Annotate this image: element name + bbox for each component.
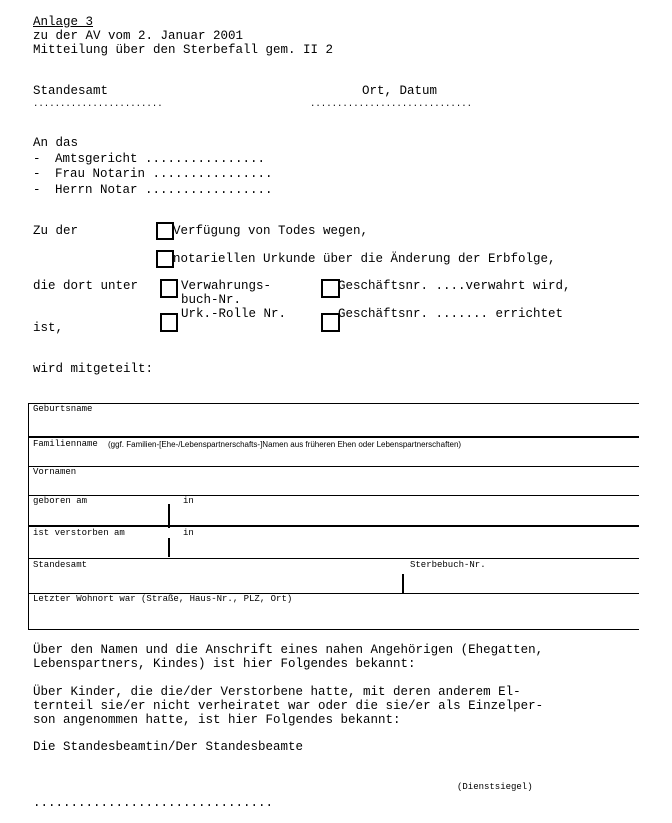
- dort-unter-label: die dort unter: [33, 279, 139, 293]
- notarielle-urkunde-option-label: notariellen Urkunde über die Änderung der Erbfolge,: [173, 252, 556, 266]
- standesamt-divider: [402, 574, 404, 594]
- verfuegung-checkbox[interactable]: [156, 222, 174, 240]
- ort-datum-label: Ort, Datum: [362, 84, 438, 98]
- urk-rolle-label: Urk.-Rolle Nr.: [181, 307, 287, 321]
- standesamt-dots: ........................: [33, 99, 163, 109]
- verwahrungsbuch-label-line2: buch-Nr.: [181, 293, 242, 307]
- form-divider: [28, 466, 639, 467]
- signatory-title: Die Standesbeamtin/Der Standesbeamte: [33, 740, 304, 754]
- verwahrungsbuch-label-line1: Verwahrungs-: [181, 279, 272, 293]
- familienname-label: Familienname: [33, 439, 98, 449]
- form-standesamt-label: Standesamt: [33, 560, 88, 570]
- form-divider: [28, 558, 639, 559]
- form-divider: [28, 495, 639, 496]
- geschaeftsnr-errichtet-label: Geschäftsnr. ....... errichtet: [338, 307, 564, 321]
- form-bottom-border: [28, 629, 639, 630]
- signature-line: ................................: [33, 796, 274, 810]
- recipient-notar: Herrn Notar .................: [55, 183, 273, 197]
- recipient-bullet: -: [33, 183, 41, 197]
- regulation-reference: zu der AV vom 2. Januar 2001: [33, 29, 244, 43]
- kinder-text-line1: Über Kinder, die die/der Verstorbene hatte, mit deren anderem El-: [33, 685, 521, 699]
- form-divider: [28, 436, 639, 438]
- recipient-amtsgericht: Amtsgericht ................: [55, 152, 266, 166]
- verfuegung-option-label: Verfügung von Todes wegen,: [173, 224, 369, 238]
- vornamen-label: Vornamen: [33, 467, 77, 477]
- sterbebuch-label: Sterbebuch-Nr.: [410, 560, 486, 570]
- recipient-bullet: -: [33, 152, 41, 166]
- an-das-label: An das: [33, 136, 79, 150]
- geburtsort-label: in: [183, 496, 194, 506]
- ist-label: ist,: [33, 321, 64, 335]
- verwahrungsbuch-checkbox[interactable]: [160, 279, 178, 298]
- kinder-text-line3: son angenommen hatte, ist hier Folgendes bekannt:: [33, 713, 401, 727]
- annex-title: Anlage 3: [33, 15, 94, 29]
- geschaeftsnr-verwahrt-label: Geschäftsnr. ....verwahrt wird,: [338, 279, 571, 293]
- urk-rolle-checkbox[interactable]: [160, 313, 178, 332]
- geboren-am-label: geboren am: [33, 496, 88, 506]
- sterbeort-label: in: [183, 528, 194, 538]
- zu-der-label: Zu der: [33, 224, 79, 238]
- notarielle-urkunde-checkbox[interactable]: [156, 250, 174, 268]
- recipient-bullet: -: [33, 167, 41, 181]
- document-subject: Mitteilung über den Sterbefall gem. II 2: [33, 43, 334, 57]
- wohnort-label: Letzter Wohnort war (Straße, Haus-Nr., PLZ, Ort): [33, 594, 293, 604]
- ort-datum-dots: ..............................: [310, 99, 473, 109]
- geburtsname-label: Geburtsname: [33, 404, 93, 414]
- form-divider: [28, 525, 639, 527]
- recipient-notarin: Frau Notarin ................: [55, 167, 273, 181]
- dienstsiegel-label: (Dienstsiegel): [457, 782, 533, 792]
- form-top-border: [28, 403, 639, 404]
- verstorben-divider: [168, 538, 170, 557]
- wird-mitgeteilt-label: wird mitgeteilt:: [33, 362, 154, 376]
- verstorben-am-label: ist verstorben am: [33, 528, 125, 538]
- familienname-note: (ggf. Familien-[Ehe-/Lebenspartnerschafts-]Namen aus früheren Ehen oder Lebenspartnerschaften): [108, 440, 462, 449]
- angehoerige-text-line1: Über den Namen und die Anschrift eines nahen Angehörigen (Ehegatten,: [33, 643, 544, 657]
- angehoerige-text-line2: Lebenspartners, Kindes) ist hier Folgendes bekannt:: [33, 657, 416, 671]
- standesamt-label: Standesamt: [33, 84, 109, 98]
- kinder-text-line2: ternteil sie/er nicht verheiratet war oder die sie/er als Einzelper-: [33, 699, 544, 713]
